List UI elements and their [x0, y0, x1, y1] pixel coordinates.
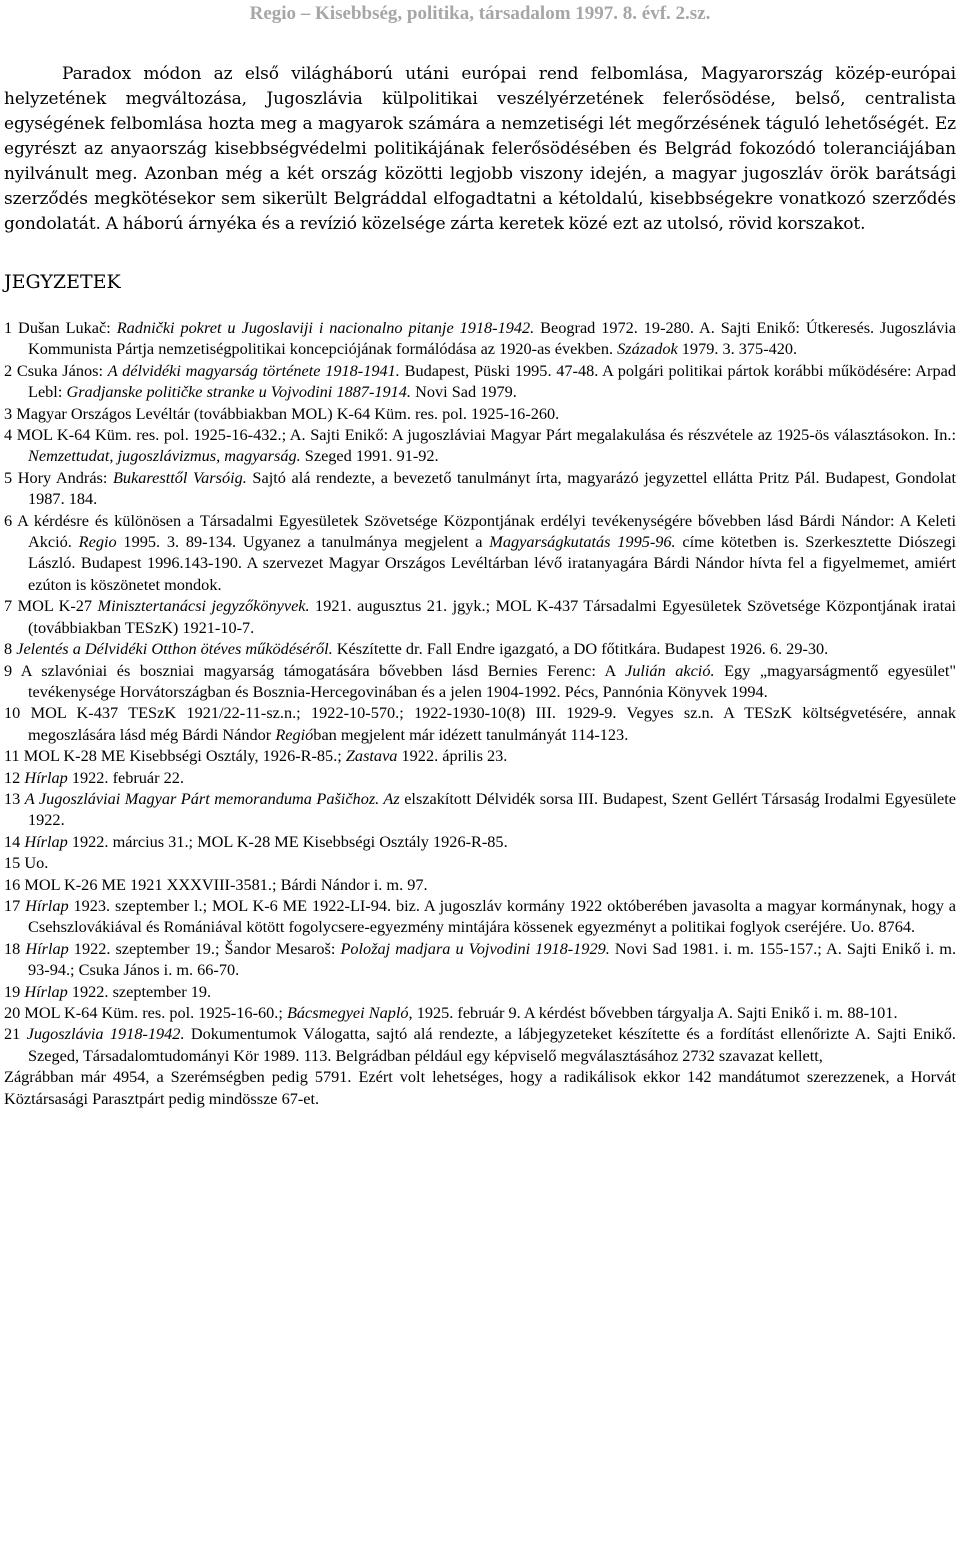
note-5 [4, 467, 956, 510]
note-text-segment: 19 [4, 981, 25, 1001]
note-italic-segment: Századok [617, 339, 678, 359]
note-italic-segment: Zastava [345, 746, 398, 766]
note-text-segment: 1922. szeptember 19. [67, 981, 212, 1001]
note-19 [4, 981, 956, 1002]
note-italic-segment: Nemzettudat, jugoszlávizmus, magyarság. [28, 446, 301, 466]
note-italic-segment: Gradjanske političke stranke u Vojvodini 1887-1914. [66, 382, 411, 402]
note-10 [4, 702, 956, 745]
note-italic-segment: Jelentés a Délvidéki Otthon ötéves működéséről. [16, 639, 333, 659]
note-continuation: Zágrábban már 4954, a Szerémségben pedig 5791. Ezért volt lehetséges, hogy a radikálisok ekkor 142 mandátumot szerezzenek, a Horvát Köztársasági Parasztpárt pedig mindössze 67-et. [4, 1067, 956, 1108]
note-italic-segment: Položaj madjara u Vojvodini 1918-1929. [340, 938, 610, 958]
note-text-segment: Szeged 1991. 91-92. [300, 446, 439, 466]
note-text-segment: 7 MOL K-27 [4, 596, 98, 616]
note-italic-segment: Minisztertanácsi jegyzőkönyvek. [97, 596, 310, 616]
note-6 [4, 510, 956, 596]
notes-heading: JEGYZETEK [4, 271, 121, 293]
note-text-segment: 17 [4, 895, 26, 915]
note-italic-segment: Magyarságkutatás 1995-96. [489, 532, 676, 552]
note-3 [4, 403, 956, 424]
note-text-segment: Készítette dr. Fall Endre igazgató, a DO főtitkára. Budapest 1926. 6. 29-30. [332, 639, 829, 659]
note-text-segment: elszakított Délvidék sorsa III. Budapest, Szent Gellért Társaság Irodalmi Egyesülete 1922. [28, 788, 956, 830]
note-italic-segment: Regio [78, 532, 117, 552]
note-text-segment: 1995. 3. 89-134. Ugyanez a tanulmánya megjelent a [116, 532, 490, 552]
note-11 [4, 745, 956, 766]
note-text-segment: 1925. február 9. A kérdést bővebben tárgyalja A. Sajti Enikő i. m. 88-101. [412, 1003, 898, 1022]
note-text-segment: 9 A szlavóniai és boszniai magyarság támogatására bővebben lásd Bernies Ferenc: A [4, 660, 625, 680]
note-text-segment: 1922. április 23. [397, 746, 508, 766]
note-text-segment: Beograd 1972. 19-280. A. Sajti Enikő: Útkeresés. Jugoszlávia Kommunista Pártja nemzetiségpolitikai koncepciójának formálódása az 1920-as években. [28, 318, 957, 359]
note-16 [4, 874, 956, 895]
note-text-segment: 1922. február 22. [67, 767, 184, 787]
note-text-segment: 12 [4, 767, 25, 787]
note-text-segment: 15 Uo. [4, 853, 49, 873]
note-text-segment: Egy „magyarságmentő egyesület" tevékenysége Horvátországban és Bosznia-Hercegovinában és a jelen 1904-1992. Pécs, Pannónia Könyvek 1994. [28, 660, 956, 701]
note-text-segment: 1 Dušan Lukač: [4, 318, 117, 337]
note-italic-segment: Bácsmegyei Napló, [286, 1003, 413, 1022]
note-italic-segment: Hírlap [24, 767, 68, 787]
note-18 [4, 938, 956, 981]
note-14 [4, 831, 956, 852]
note-21 [4, 1023, 956, 1066]
note-text-segment: Novi Sad 1979. [411, 382, 517, 402]
note-text-segment: 1979. 3. 375-420. [677, 339, 798, 359]
note-italic-segment: A délvidéki magyarság története 1918-1941. [107, 360, 400, 380]
note-text-segment: 21 [4, 1024, 27, 1044]
note-text-segment: 16 MOL K-26 ME 1921 XXXVIII-3581.; Bárdi Nándor i. m. 97. [4, 874, 428, 894]
note-text-segment: 20 MOL K-64 Küm. res. pol. 1925-16-60.; [4, 1003, 287, 1022]
note-text-segment: 11 MOL K-28 ME Kisebbségi Osztály, 1926-R-85.; [4, 746, 346, 766]
note-8 [4, 638, 956, 659]
note-20 [4, 1002, 956, 1023]
note-italic-segment: Julián akció. [624, 660, 715, 680]
note-italic-segment: A Jugoszláviai Magyar Párt memoranduma Pašičhoz. Az [24, 788, 400, 808]
note-text-segment: 4 MOL K-64 Küm. res. pol. 1925-16-432.; A. Sajti Enikő: A jugoszláviai Magyar Párt megalakulása és részvétele az 1925-ös választásokon. In.: [4, 425, 956, 445]
note-text-segment: 8 [4, 639, 17, 659]
note-text-segment: ban megjelent már idézett tanulmányát 114-123. [313, 724, 629, 744]
note-text-segment: 5 Hory András: [4, 467, 113, 487]
note-italic-segment: Jugoszlávia 1918-1942. [26, 1024, 185, 1044]
note-italic-segment: Hírlap [24, 831, 68, 851]
note-text-segment: 6 A kérdésre és különösen a Társadalmi Egyesületek Szövetsége Központjának erdélyi tevékenységére bővebben lásd Bárdi Nándor: A Keleti Akció. [4, 510, 956, 552]
note-text-segment: Budapest, Püski 1995. 47-48. A polgári politikai pártok korábbi működésére: Arpad Lebl: [28, 360, 956, 402]
notes-continuation-block [4, 1066, 956, 1109]
note-13 [4, 788, 956, 831]
note-italic-segment: Bukaresttől Varsóig. [112, 467, 247, 487]
note-12 [4, 767, 956, 788]
body-paragraph: Paradox módon az első világháború utáni európai rend felbomlása, Magyarország közép-európai helyzetének megváltozása, Jugoszlávia külpolitikai veszélyérzetének felerősödése, belső, centralista egységének felbomlása hozta meg a magyarok számára a nemzetiségi lét megőrzésének táguló lehetőségét. Ez egyrészt az anyaország kisebbségvédelmi politikájának felerősödésében és Belgrád fokozódó toleranciájában nyilvánult meg. Azonban még a két ország közötti legjobb viszony idején, a magyar jugoszláv örök barátsági szerződés megkötésekor sem sikerült Belgráddal elfogadtatni a kétoldalú, kisebbségekre vonatkozó szerződés gondolatát. A háború árnyéka és a revízió közelsége zárta keretek közé ezt az utolsó, rövid korszakot. [4, 64, 956, 234]
note-text-segment: 1923. szeptember l.; MOL K-6 ME 1922-LI-94. biz. A jugoszláv kormány 1922 októberében javasolta a magyar kormánynak, hogy a Csehszlovákiával és Romániával kötött fogolycsere-egyezmény mintájára kössenek egyezményt a politikai foglyok cseréjére. Uo. 8764. [28, 895, 956, 937]
note-italic-segment: Hírlap [24, 981, 68, 1001]
note-text-segment: címe kötetben is. Szerkesztette Diószegi László. Budapest 1996.143-190. A szervezet Magyar Országos Levéltárban lévő iratanyagára Bárdi Nándor hívta fel a figyelmemet, amiért ezúton is köszönetet mondok. [28, 532, 956, 594]
note-text-segment: Sajtó alá rendezte, a bevezető tanulmányt írta, magyarázó jegyzettel ellátta Pritz Pál. Budapest, Gondolat 1987. 184. [28, 467, 957, 509]
note-4 [4, 424, 956, 467]
notes-list [4, 317, 956, 1066]
note-italic-segment: Hírlap [25, 895, 69, 915]
note-15 [4, 852, 956, 873]
note-1 [4, 317, 956, 360]
note-text-segment: 18 [4, 938, 26, 958]
note-text-segment: 1922. szeptember 19.; Šandor Mesaroš: [68, 938, 341, 958]
note-2 [4, 360, 956, 403]
note-italic-segment: Radnički pokret u Jugoslaviji i nacionalno pitanje 1918-1942. [116, 318, 535, 337]
note-text-segment: 1921. augusztus 21. jgyk.; MOL K-437 Társadalmi Egyesületek Szövetsége Központjának iratai (továbbiakban TESzK) 1921-10-7. [28, 596, 956, 637]
note-text-segment: 14 [4, 831, 25, 851]
note-italic-segment: Hírlap [25, 938, 69, 958]
running-header: Regio – Kisebbség, politika, társadalom 1997. 8. évf. 2.sz. [249, 3, 711, 24]
note-text-segment: Novi Sad 1981. i. m. 155-157.; A. Sajti Enikő i. m. 93-94.; Csuka János i. m. 66-70. [28, 938, 957, 980]
note-text-segment: 2 Csuka János: [4, 360, 108, 380]
note-text-segment: Dokumentumok Válogatta, sajtó alá rendezte, a lábjegyzeteket készítette és a fordítást ellenőrizte A. Sajti Enikő. Szeged, Társadalomtudományi Kör 1989. 113. Belgrádban például egy képviselő megválasztásához 2732 szavazat kellett, [28, 1024, 957, 1065]
note-text-segment: 3 Magyar Országos Levéltár (továbbiakban MOL) K-64 Küm. res. pol. 1925-16-260. [4, 403, 560, 423]
note-9 [4, 660, 956, 703]
note-text-segment: 1922. március 31.; MOL K-28 ME Kisebbségi Osztály 1926-R-85. [67, 831, 508, 851]
note-text-segment: 10 MOL K-437 TESzK 1921/22-11-sz.n.; 1922-10-570.; 1922-1930-10(8) III. 1929-9. Vegyes sz.n. A TESzK költségvetésére, annak megoszlására lásd még Bárdi Nándor [4, 703, 956, 744]
note-7 [4, 595, 956, 638]
note-text-segment: 13 [4, 788, 25, 808]
note-17 [4, 895, 956, 938]
note-italic-segment: Regió [275, 724, 314, 744]
